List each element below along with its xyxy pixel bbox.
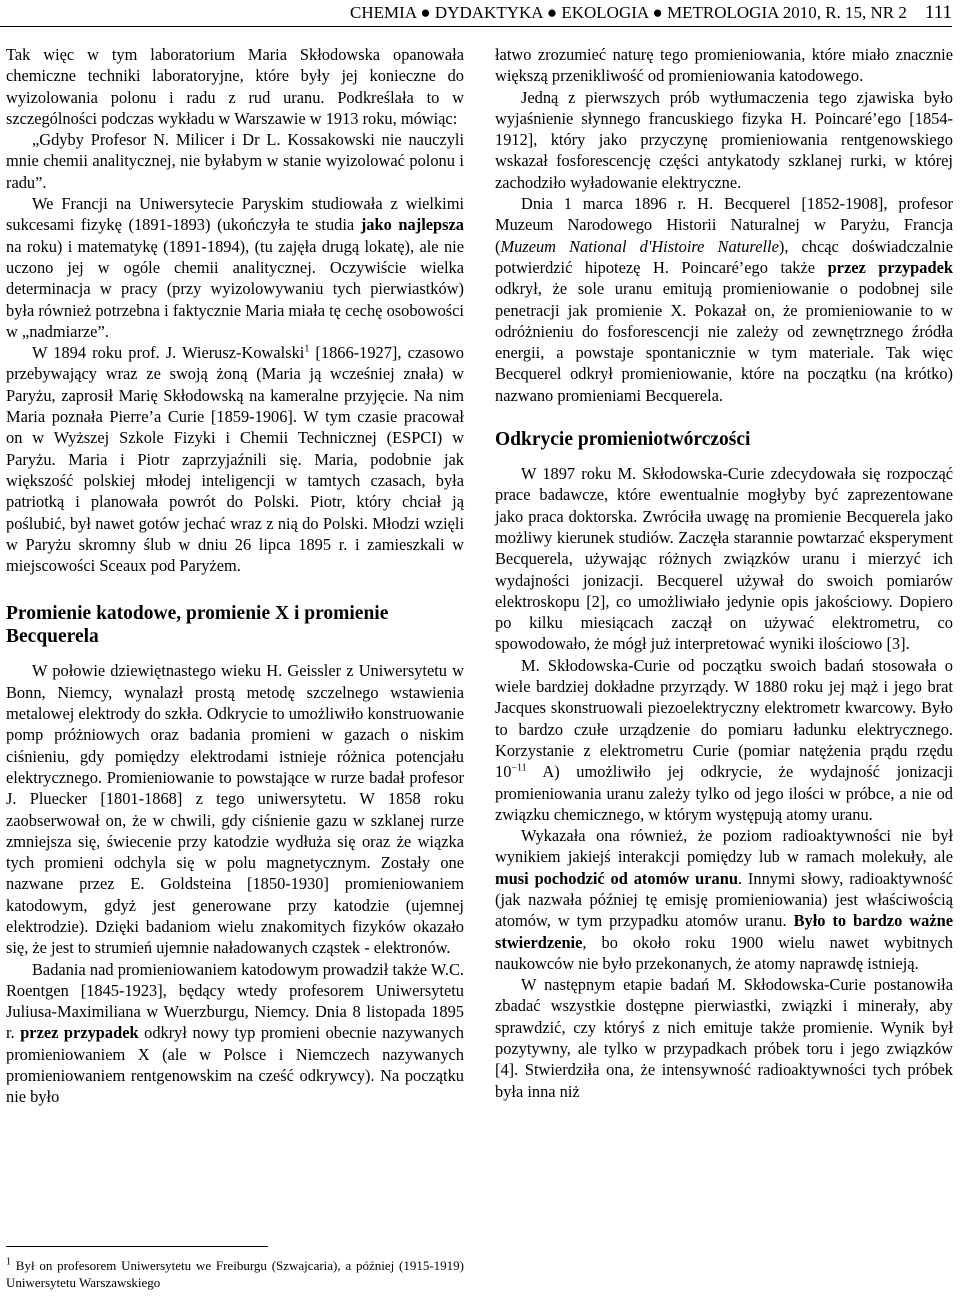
footnote-divider xyxy=(6,1246,268,1247)
text-run: ), chcąc doświadczalnie potwierdzić hipotezę H. Poincaré’ego także xyxy=(495,236,953,277)
journal-title: CHEMIA ● DYDAKTYKA ● EKOLOGIA ● METROLOGIA 2010, R. 15, NR 2 xyxy=(350,3,907,22)
running-header xyxy=(0,0,952,27)
text-run: Badania nad promieniowaniem katodowym prowadził także W.C. Roentgen [1845-1923], będący wtedy profesorem Uniwersytetu Juliusa-Maximiliana w Wuerzburgu, Niemcy. Dnia 8 listopada 1895 r. xyxy=(6,959,464,1043)
text-run: . Innymi słowy, radioaktywność (jak nazwała później tę emisję promieniowania) jest właściwością atomów, w tym przypadku atomów uranu. xyxy=(495,868,953,931)
bold-run: Było to bardzo ważne stwierdzenie xyxy=(495,911,953,952)
right-column xyxy=(495,44,953,1102)
section-heading: Odkrycie promieniotwórczości xyxy=(495,429,751,451)
left-column xyxy=(6,44,464,1108)
text-run: na roku) i matematykę (1891-1894), (tu zajęła drugą lokatę), ale nie uczono jej w ogóle chemii analitycznej. Oczywiście wielka determinacja w pracy (przy wyizolowywaniu tych pierwiastków) była również potrzebna i faktycznie Maria miała tę cechę osobowości w „nadmiarze”. xyxy=(6,236,464,341)
text-run: , bo około roku 1900 wielu nawet wybitnych naukowców nie było przekonanych, że atomy naprawdę istnieją. xyxy=(495,932,953,973)
paragraph: W połowie dziewiętnastego wieku H. Geissler z Uniwersytetu w Bonn, Niemcy, wynalazł prostą metodę szczelnego wstawienia metalowej elektrody do szkła. Odkrycie to umożliwiło konstruowanie pomp próżniowych oraz badania promieni w gazach o niskim ciśnieniu, gdy pomiędzy elektrodami istnieje różnica potencjału elektrycznego. Promieniowanie to powstające w rurze badał profesor J. Pluecker [1801-1868] z tego uniwersytetu. W 1858 roku zaobserwował on, że w chwili, gdy ciśnienie gazu w szklanej rurze zmniejsza się, świecenie przy katodzie wydłuża się oraz że wiązka tych promieni odchyla się w polu magnetycznym. Zostały one nazwane przez E. Goldsteina [1850-1930] promieniowaniem katodowym, gdyż jest generowane przy katodzie (ujemnej elektrodzie). Dzięki badaniom wielu znakomitych fizyków okazało się, że jest to strumień ujemnie naładowanych cząstek - elektronów. xyxy=(6,661,464,958)
text-run: A) umożliwiło jej odkrycie, że wydajność jonizacji promieniowania uranu zależy tylko od jego ilości w próbce, a nie od związku chemicznego, w którym występują atomy uranu. xyxy=(495,762,953,824)
paragraph: Tak więc w tym laboratorium Maria Skłodowska opanowała chemiczne techniki laboratoryjne, które były jej konieczne do wyizolowania polonu i radu z rud uranu. Podkreślała to w szczególności podczas wykładu w Warszawie w 1913 roku, mówiąc: xyxy=(6,45,464,128)
bold-run: musi pochodzić od atomów uranu xyxy=(495,868,738,888)
text-run: Wykazała ona również, że poziom radioaktywności nie był wynikiem jakiejś interakcji pomiędzy lub w ramach molekuły, ale xyxy=(495,826,953,867)
page-number: 111 xyxy=(924,2,952,23)
paragraph: W 1897 roku M. Skłodowska-Curie zdecydowała się rozpocząć prace badawcze, które ewentualnie mogłyby być zaprezentowane jako praca doktorska. Zwróciła uwagę na promienie Becquerela jako możliwy kierunek studiów. Zaczęła starannie powtarzać eksperyment Becquerela, używając różnych związków uranu i mierzyć ich wydajności jonizacji. Becquerel używał do swoich pomiarów elektroskopu [2], co umożliwiało jedynie opis jakościowy. Dopiero po kilku miesiącach zaczął on używać elektrometru, co spowodowało, że mógł już interpretować wyniki ilościowo [3]. xyxy=(495,464,953,654)
exponent: −11 xyxy=(511,762,527,774)
paragraph: W następnym etapie badań M. Skłodowska-Curie postanowiła zbadać wszystkie dostępne pierwiastki, związki i minerały, aby sprawdzić, czy któryś z nich emituje także promienie. Wynik był pozytywny, ale tylko w przypadkach próbek toru i jego związków [4]. Stwierdziła ona, że intensywność radioaktywności tych próbek była inna niż xyxy=(495,975,953,1101)
paragraph: łatwo zrozumieć naturę tego promieniowania, które miało znacznie większą przenikliwość od promieniowania katodowego. xyxy=(495,45,953,86)
section-heading: Promienie katodowe, promienie X i promienie Becquerela xyxy=(6,603,389,648)
paragraph xyxy=(6,193,464,342)
paragraph: Jedną z pierwszych prób wytłumaczenia tego zjawiska było wyjaśnienie słynnego francuskiego fizyka H. Poincaré’ego [1854-1912], który jako przyczynę promieniowania rentgenowskiego wskazał fosforescencję części antykatody szklanej rurki, w której zachodziło wyładowanie elektryczne. xyxy=(495,87,953,192)
footnote-text: Był on profesorem Uniwersytetu we Freiburgu (Szwajcaria), a później (1915-1919) Uniwersytetu Warszawskiego xyxy=(6,1258,464,1290)
paragraph xyxy=(495,193,953,406)
text-run: [1866-1927], czasowo przebywający wraz ze swoją żoną (Maria ją wcześniej znała) w Paryżu, zaprosił Marię Skłodowską na kameralne przyjęcie. Na nim Maria poznała Pierre’a Curie [1859-1906]. W tym czasie pracował on w Wyższej Szkole Fizyki i Chemii Technicznej (ESPCI) w Paryżu. Maria i Piotr zaprzyjaźnili się. Maria, podobnie jak większość polskiej młodej inteligencji w tamtych czasach, była patriotką i planowała powrót do Polski. Piotr, który chciał ją poślubić, był nawet gotów jechać wraz z nią do Polski. Młodzi wzięli w Paryżu skromny ślub w dniu 26 lipca 1895 r. i zamieszkali w miejscowości Sceaux pod Paryżem. xyxy=(6,343,464,576)
paragraph xyxy=(495,655,953,825)
text-run: odkrył nowy typ promieni obecnie nazywanych promieniowaniem X (ale w Polsce i Niemczech nazywanych promieniowaniem rentgenowskim na cześć odkrywcy). Na początku nie było xyxy=(6,1023,464,1107)
text-run: M. Skłodowska-Curie od początku swoich badań stosowała o wiele bardziej dokładne przyrządy. W 1880 roku jej mąż i jego brat Jacques skonstruowali piezoelektryczny elektrometr kwarcowy. Było to bardzo czułe urządzenie do pomiaru ładunku elektrycznego. Korzystanie z elektrometru Curie (pomiar natężenia prądu rzędu 10 xyxy=(495,655,953,782)
text-run: Dnia 1 marca 1896 r. H. Becquerel [1852-1908], profesor Muzeum Narodowego Historii Naturalnej w Paryżu, Francja ( xyxy=(495,194,953,256)
footnote xyxy=(6,1257,464,1291)
footnote-ref: 1 xyxy=(304,343,310,355)
footnote-marker: 1 xyxy=(6,1256,11,1268)
text-run: We Francji na Uniwersytecie Paryskim studiowała z wielkimi sukcesami fizykę (1891-1893) (ukończyła te studia xyxy=(6,194,464,235)
paragraph xyxy=(6,342,464,576)
paragraph xyxy=(495,825,953,974)
text-run: W 1894 roku prof. J. Wierusz-Kowalski xyxy=(32,343,305,363)
quote-paragraph: „Gdyby Profesor N. Milicer i Dr L. Kossakowski nie nauczyli mnie chemii analitycznej, nie byłabym w stanie wyizolować polonu i radu”. xyxy=(6,130,464,192)
bold-run: przez przypadek xyxy=(827,257,953,277)
paragraph xyxy=(6,959,464,1108)
bold-run: przez przypadek xyxy=(20,1023,139,1043)
text-run: odkrył, że sole uranu emitują promieniowanie o podobnej sile penetracji jak promienie X. Pokazał on, że promieniowanie to w odróżnieniu do fosforescencji nie zależy od zewnętrznego źródła energii, a powstaje spontanicznie w tym materiale. Tak więc Becquerel odkrył promieniowanie, które na początku (na krótko) nazwano promieniami Becquerela. xyxy=(495,279,953,405)
italic-run: Muzeum National d'Histoire Naturelle xyxy=(500,236,779,256)
bold-run: jako najlepsza xyxy=(360,215,464,235)
